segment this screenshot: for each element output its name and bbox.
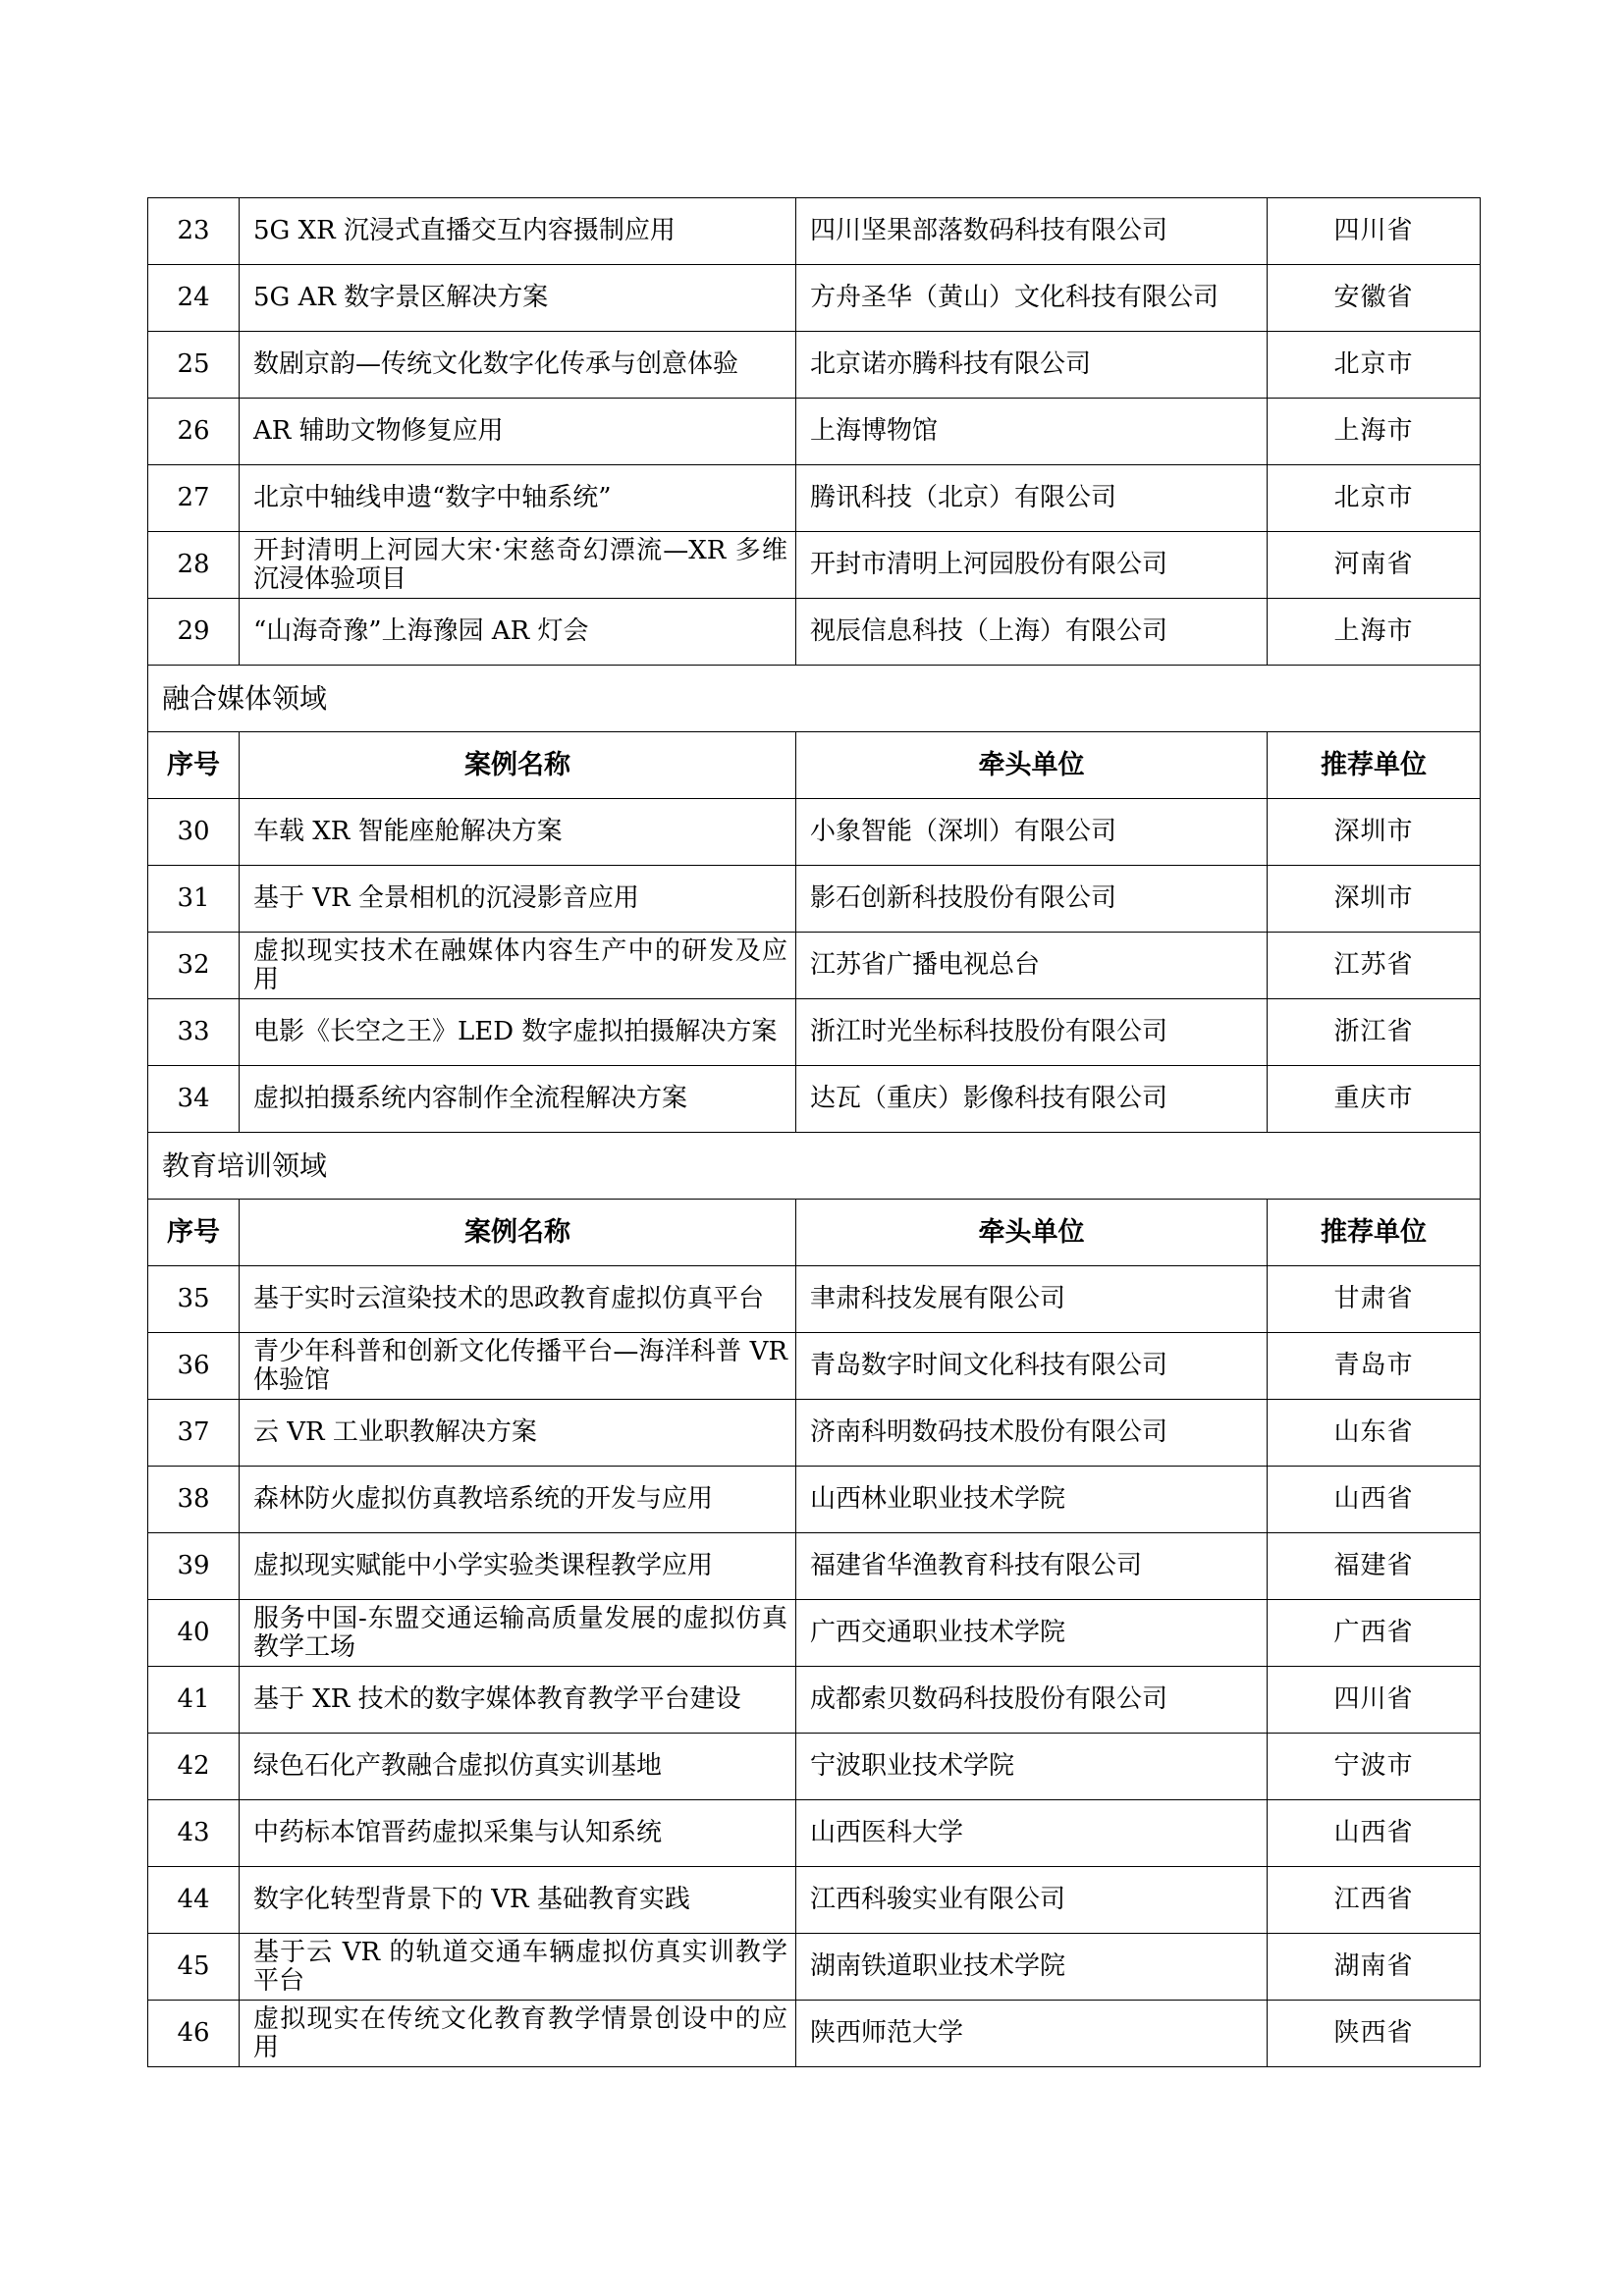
case-name-cell: AR 辅助文物修复应用 [240, 399, 796, 465]
lead-organization-cell: 视辰信息科技（上海）有限公司 [796, 599, 1268, 666]
recommending-unit-cell: 四川省 [1268, 198, 1481, 265]
table-row [148, 1066, 1481, 1133]
table-row [148, 1667, 1481, 1734]
lead-organization-cell: 方舟圣华（黄山）文化科技有限公司 [796, 265, 1268, 332]
recommending-unit-cell: 四川省 [1268, 1667, 1481, 1734]
table-row [148, 1467, 1481, 1533]
section-heading: 教育培训领域 [148, 1133, 1481, 1200]
header-case-number: 序号 [148, 1200, 240, 1266]
recommending-unit-cell: 深圳市 [1268, 866, 1481, 933]
table-row [148, 1266, 1481, 1333]
case-list-table [147, 197, 1481, 2067]
case-name-cell: 服务中国-东盟交通运输高质量发展的虚拟仿真教学工场 [240, 1600, 796, 1667]
case-number-cell: 30 [148, 799, 240, 866]
case-number-cell: 44 [148, 1867, 240, 1934]
table-row [148, 1734, 1481, 1800]
lead-organization-cell: 浙江时光坐标科技股份有限公司 [796, 999, 1268, 1066]
table-row [148, 866, 1481, 933]
recommending-unit-cell: 青岛市 [1268, 1333, 1481, 1400]
case-number-cell: 36 [148, 1333, 240, 1400]
table-row [148, 2001, 1481, 2067]
lead-organization-cell: 开封市清明上河园股份有限公司 [796, 532, 1268, 599]
case-number-cell: 35 [148, 1266, 240, 1333]
case-number-cell: 24 [148, 265, 240, 332]
case-name-cell: 数字化转型背景下的 VR 基础教育实践 [240, 1867, 796, 1934]
case-name-cell: 虚拟拍摄系统内容制作全流程解决方案 [240, 1066, 796, 1133]
case-name-cell: 虚拟现实赋能中小学实验类课程教学应用 [240, 1533, 796, 1600]
recommending-unit-cell: 北京市 [1268, 332, 1481, 399]
header-recommending-unit: 推荐单位 [1268, 732, 1481, 799]
case-number-cell: 41 [148, 1667, 240, 1734]
case-name-cell: 绿色石化产教融合虚拟仿真实训基地 [240, 1734, 796, 1800]
lead-organization-cell: 山西林业职业技术学院 [796, 1467, 1268, 1533]
case-name-cell: 5G XR 沉浸式直播交互内容摄制应用 [240, 198, 796, 265]
case-number-cell: 43 [148, 1800, 240, 1867]
recommending-unit-cell: 甘肃省 [1268, 1266, 1481, 1333]
recommending-unit-cell: 安徽省 [1268, 265, 1481, 332]
case-name-cell: 电影《长空之王》LED 数字虚拟拍摄解决方案 [240, 999, 796, 1066]
table-row [148, 265, 1481, 332]
lead-organization-cell: 济南科明数码技术股份有限公司 [796, 1400, 1268, 1467]
case-number-cell: 37 [148, 1400, 240, 1467]
header-lead-organization: 牵头单位 [796, 1200, 1268, 1266]
table-row [148, 1533, 1481, 1600]
case-name-cell: 北京中轴线申遗“数字中轴系统” [240, 465, 796, 532]
case-number-cell: 32 [148, 933, 240, 999]
lead-organization-cell: 上海博物馆 [796, 399, 1268, 465]
case-number-cell: 38 [148, 1467, 240, 1533]
column-header-row [148, 732, 1481, 799]
table-row [148, 999, 1481, 1066]
recommending-unit-cell: 江苏省 [1268, 933, 1481, 999]
lead-organization-cell: 成都索贝数码科技股份有限公司 [796, 1667, 1268, 1734]
recommending-unit-cell: 广西省 [1268, 1600, 1481, 1667]
case-name-cell: 开封清明上河园大宋·宋慈奇幻漂流—XR 多维沉浸体验项目 [240, 532, 796, 599]
table-row [148, 1600, 1481, 1667]
table-row [148, 332, 1481, 399]
lead-organization-cell: 聿肃科技发展有限公司 [796, 1266, 1268, 1333]
case-name-cell: 基于云 VR 的轨道交通车辆虚拟仿真实训教学平台 [240, 1934, 796, 2001]
case-number-cell: 26 [148, 399, 240, 465]
case-number-cell: 28 [148, 532, 240, 599]
table-row [148, 933, 1481, 999]
lead-organization-cell: 广西交通职业技术学院 [796, 1600, 1268, 1667]
case-number-cell: 46 [148, 2001, 240, 2067]
table-row [148, 1867, 1481, 1934]
case-name-cell: 基于实时云渲染技术的思政教育虚拟仿真平台 [240, 1266, 796, 1333]
section-heading-row [148, 666, 1481, 732]
case-name-cell: 5G AR 数字景区解决方案 [240, 265, 796, 332]
case-number-cell: 31 [148, 866, 240, 933]
case-number-cell: 42 [148, 1734, 240, 1800]
table-body [148, 198, 1481, 2067]
recommending-unit-cell: 湖南省 [1268, 1934, 1481, 2001]
section-heading: 融合媒体领域 [148, 666, 1481, 732]
case-name-cell: “山海奇豫”上海豫园 AR 灯会 [240, 599, 796, 666]
lead-organization-cell: 江西科骏实业有限公司 [796, 1867, 1268, 1934]
recommending-unit-cell: 江西省 [1268, 1867, 1481, 1934]
lead-organization-cell: 影石创新科技股份有限公司 [796, 866, 1268, 933]
table-row [148, 532, 1481, 599]
lead-organization-cell: 江苏省广播电视总台 [796, 933, 1268, 999]
recommending-unit-cell: 山西省 [1268, 1467, 1481, 1533]
recommending-unit-cell: 上海市 [1268, 599, 1481, 666]
case-number-cell: 34 [148, 1066, 240, 1133]
recommending-unit-cell: 上海市 [1268, 399, 1481, 465]
case-name-cell: 虚拟现实在传统文化教育教学情景创设中的应用 [240, 2001, 796, 2067]
header-lead-organization: 牵头单位 [796, 732, 1268, 799]
table-row [148, 599, 1481, 666]
case-number-cell: 25 [148, 332, 240, 399]
case-name-cell: 森林防火虚拟仿真教培系统的开发与应用 [240, 1467, 796, 1533]
column-header-row [148, 1200, 1481, 1266]
recommending-unit-cell: 北京市 [1268, 465, 1481, 532]
table-row [148, 198, 1481, 265]
case-name-cell: 虚拟现实技术在融媒体内容生产中的研发及应用 [240, 933, 796, 999]
table-row [148, 399, 1481, 465]
case-name-cell: 青少年科普和创新文化传播平台—海洋科普 VR 体验馆 [240, 1333, 796, 1400]
case-name-cell: 中药标本馆晋药虚拟采集与认知系统 [240, 1800, 796, 1867]
case-number-cell: 33 [148, 999, 240, 1066]
recommending-unit-cell: 山东省 [1268, 1400, 1481, 1467]
lead-organization-cell: 福建省华渔教育科技有限公司 [796, 1533, 1268, 1600]
case-number-cell: 40 [148, 1600, 240, 1667]
recommending-unit-cell: 福建省 [1268, 1533, 1481, 1600]
case-number-cell: 23 [148, 198, 240, 265]
case-name-cell: 基于 XR 技术的数字媒体教育教学平台建设 [240, 1667, 796, 1734]
recommending-unit-cell: 重庆市 [1268, 1066, 1481, 1133]
recommending-unit-cell: 河南省 [1268, 532, 1481, 599]
case-number-cell: 39 [148, 1533, 240, 1600]
recommending-unit-cell: 深圳市 [1268, 799, 1481, 866]
lead-organization-cell: 山西医科大学 [796, 1800, 1268, 1867]
table-row [148, 1934, 1481, 2001]
table-row [148, 799, 1481, 866]
header-case-number: 序号 [148, 732, 240, 799]
header-recommending-unit: 推荐单位 [1268, 1200, 1481, 1266]
recommending-unit-cell: 山西省 [1268, 1800, 1481, 1867]
table-row [148, 465, 1481, 532]
recommending-unit-cell: 宁波市 [1268, 1734, 1481, 1800]
table-row [148, 1333, 1481, 1400]
section-heading-row [148, 1133, 1481, 1200]
case-name-cell: 数剧京韵—传统文化数字化传承与创意体验 [240, 332, 796, 399]
case-number-cell: 45 [148, 1934, 240, 2001]
header-case-name: 案例名称 [240, 732, 796, 799]
table-row [148, 1800, 1481, 1867]
lead-organization-cell: 青岛数字时间文化科技有限公司 [796, 1333, 1268, 1400]
case-number-cell: 27 [148, 465, 240, 532]
recommending-unit-cell: 浙江省 [1268, 999, 1481, 1066]
lead-organization-cell: 四川坚果部落数码科技有限公司 [796, 198, 1268, 265]
lead-organization-cell: 腾讯科技（北京）有限公司 [796, 465, 1268, 532]
header-case-name: 案例名称 [240, 1200, 796, 1266]
recommending-unit-cell: 陕西省 [1268, 2001, 1481, 2067]
lead-organization-cell: 达瓦（重庆）影像科技有限公司 [796, 1066, 1268, 1133]
case-name-cell: 基于 VR 全景相机的沉浸影音应用 [240, 866, 796, 933]
case-name-cell: 云 VR 工业职教解决方案 [240, 1400, 796, 1467]
lead-organization-cell: 湖南铁道职业技术学院 [796, 1934, 1268, 2001]
lead-organization-cell: 陕西师范大学 [796, 2001, 1268, 2067]
lead-organization-cell: 小象智能（深圳）有限公司 [796, 799, 1268, 866]
lead-organization-cell: 北京诺亦腾科技有限公司 [796, 332, 1268, 399]
table-row [148, 1400, 1481, 1467]
case-name-cell: 车载 XR 智能座舱解决方案 [240, 799, 796, 866]
lead-organization-cell: 宁波职业技术学院 [796, 1734, 1268, 1800]
case-number-cell: 29 [148, 599, 240, 666]
